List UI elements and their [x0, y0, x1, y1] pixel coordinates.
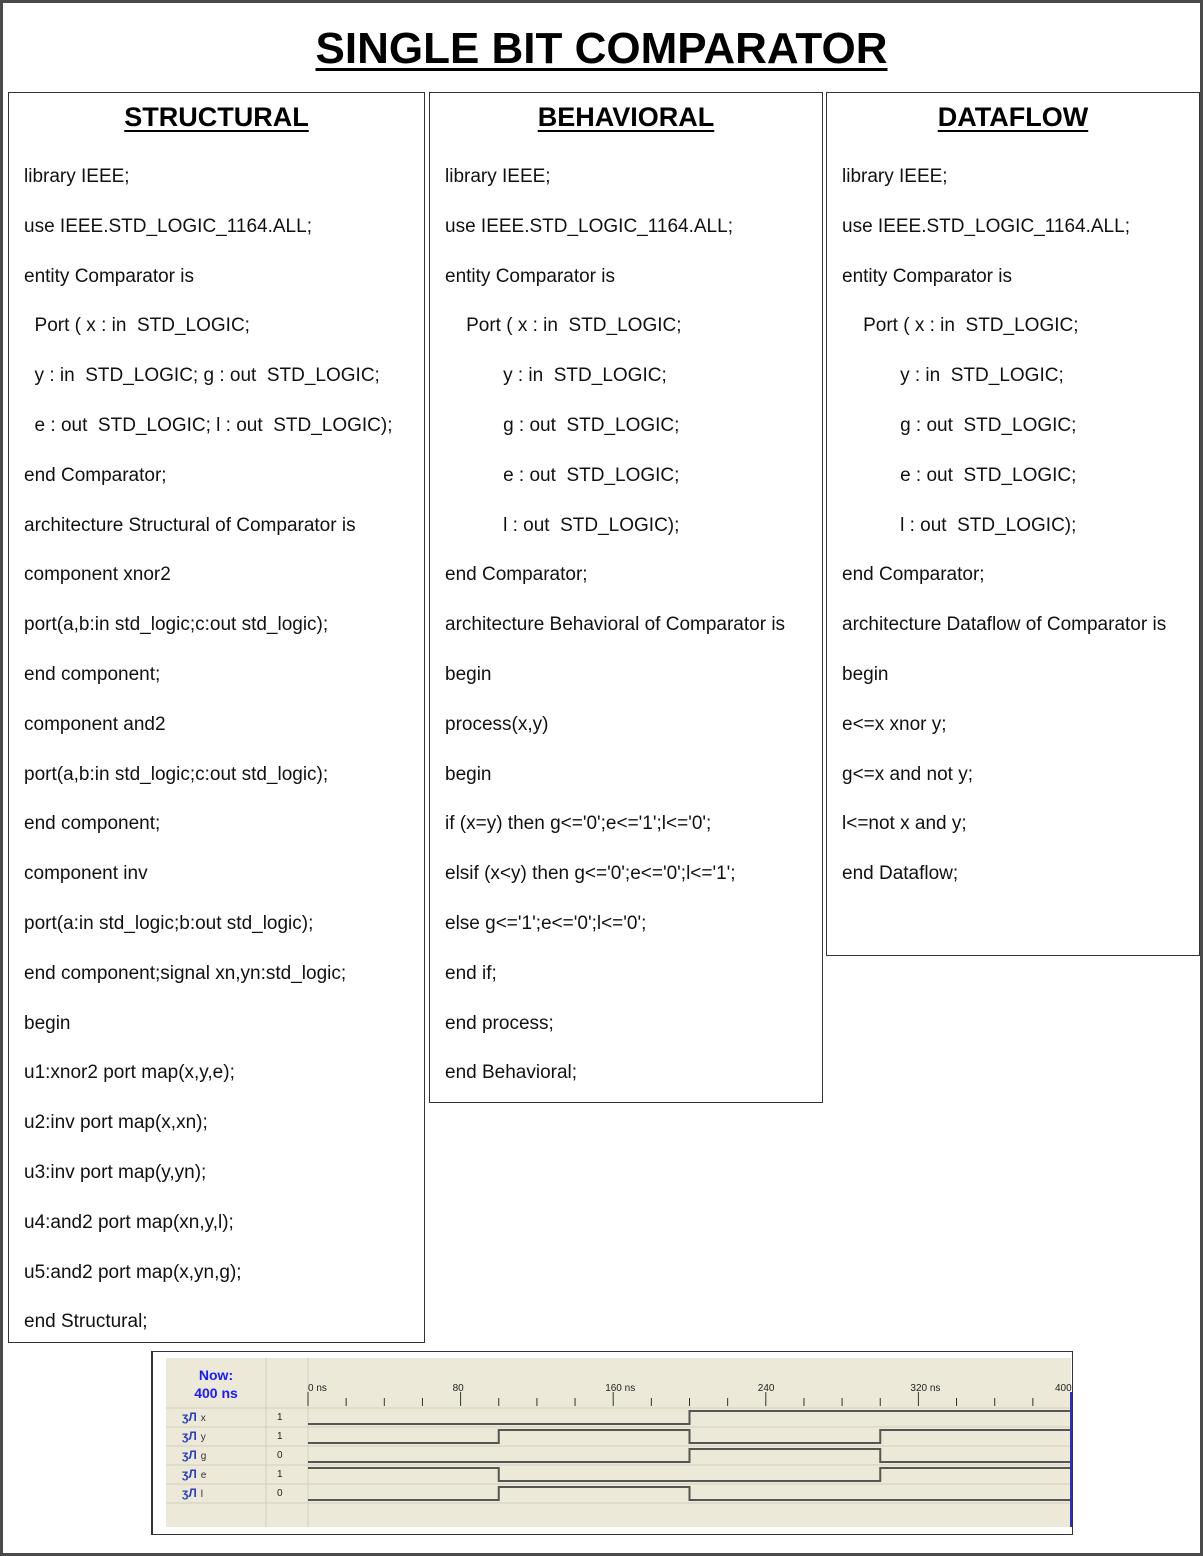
code-line: end Comparator; [24, 464, 167, 486]
time-tick-label: 320 ns [910, 1383, 941, 1394]
code-line: end if; [445, 962, 497, 984]
code-line: elsif (x<y) then g<='0';e<='0';l<='1'; [445, 863, 736, 885]
code-line: end Comparator; [842, 564, 985, 586]
code-line: entity Comparator is [445, 265, 616, 287]
code-line: l : out STD_LOGIC); [445, 514, 680, 536]
time-tick-label: 160 ns [605, 1383, 636, 1394]
code-line: port(a:in std_logic;b:out std_logic); [24, 912, 314, 934]
code-line: u2:inv port map(x,xn); [24, 1112, 208, 1134]
time-tick-label: 240 [757, 1383, 775, 1394]
code-line: entity Comparator is [24, 265, 195, 287]
signal-label: l [200, 1489, 203, 1500]
code-line: begin [842, 663, 889, 685]
code-line: u3:inv port map(y,yn); [24, 1161, 207, 1183]
code-line: component and2 [24, 713, 166, 735]
code-line: u5:and2 port map(x,yn,g); [24, 1261, 242, 1283]
signal-name-x[interactable] [182, 1408, 206, 1427]
code-line: process(x,y) [445, 713, 549, 735]
code-line: end component; [24, 663, 161, 685]
code-line: end Structural; [24, 1311, 148, 1333]
code-line: end Comparator; [445, 564, 588, 586]
code-line: e : out STD_LOGIC; l : out STD_LOGIC); [24, 414, 393, 436]
code-line: begin [445, 763, 492, 785]
code-line: g : out STD_LOGIC; [445, 414, 680, 436]
signal-value-e: 1 [277, 1469, 283, 1480]
code-line: y : in STD_LOGIC; [842, 365, 1064, 387]
signal-name-g[interactable] [182, 1446, 206, 1465]
signal-label: g [200, 1451, 207, 1462]
structural-heading: STRUCTURAL [124, 102, 309, 132]
code-line: end component; [24, 813, 161, 835]
code-line: library IEEE; [445, 166, 551, 187]
code-line: e<=x xnor y; [842, 713, 947, 735]
code-line: end component;signal xn,yn:std_logic; [24, 962, 347, 984]
signal-icon: ʒЛ [182, 1429, 197, 1443]
signal-icon: ʒЛ [182, 1467, 197, 1481]
code-line: use IEEE.STD_LOGIC_1164.ALL; [842, 215, 1130, 237]
signal-icon: ʒЛ [182, 1410, 197, 1424]
now-label: Now: [198, 1367, 234, 1383]
signal-value-x: 1 [277, 1412, 283, 1423]
code-line: port(a,b:in std_logic;c:out std_logic); [24, 614, 329, 636]
code-line: entity Comparator is [842, 265, 1013, 287]
code-line: u1:xnor2 port map(x,y,e); [24, 1062, 235, 1084]
code-line: begin [445, 663, 492, 685]
code-line: port(a,b:in std_logic;c:out std_logic); [24, 763, 329, 785]
code-line: begin [24, 1012, 71, 1034]
code-line: architecture Dataflow of Comparator is [842, 614, 1167, 636]
signal-name-l[interactable] [182, 1484, 203, 1503]
signal-value-g: 0 [277, 1450, 283, 1461]
now-value: 400 ns [194, 1385, 238, 1401]
signal-icon: ʒЛ [182, 1486, 197, 1500]
code-line: e : out STD_LOGIC; [445, 464, 680, 486]
code-line: component inv [24, 863, 148, 885]
code-line: g : out STD_LOGIC; [842, 414, 1077, 436]
code-line: g<=x and not y; [842, 763, 973, 785]
code-line: end process; [445, 1012, 554, 1034]
code-line: architecture Behavioral of Comparator is [445, 614, 786, 636]
signal-name-e[interactable] [182, 1465, 206, 1484]
signal-value-l: 0 [277, 1488, 283, 1499]
code-line: l<=not x and y; [842, 813, 967, 835]
code-line: else g<='1';e<='0';l<='0'; [445, 912, 647, 934]
code-line: if (x=y) then g<='0';e<='1';l<='0'; [445, 813, 712, 835]
signal-value-y: 1 [277, 1431, 283, 1442]
now-indicator [166, 1366, 266, 1402]
code-line: Port ( x : in STD_LOGIC; [842, 315, 1079, 337]
code-line: architecture Structural of Comparator is [24, 514, 356, 536]
code-line: u4:and2 port map(xn,y,l); [24, 1211, 234, 1233]
time-tick-label: 0 ns [308, 1383, 327, 1394]
page-title: SINGLE BIT COMPARATOR [315, 24, 888, 73]
signal-icon: ʒЛ [182, 1448, 197, 1462]
code-line: y : in STD_LOGIC; [445, 365, 667, 387]
code-line: use IEEE.STD_LOGIC_1164.ALL; [24, 215, 312, 237]
signal-label: e [200, 1470, 207, 1481]
signal-label: x [200, 1413, 206, 1424]
signal-label: y [200, 1432, 206, 1443]
code-line: e : out STD_LOGIC; [842, 464, 1077, 486]
code-line: y : in STD_LOGIC; g : out STD_LOGIC; [24, 365, 380, 387]
behavioral-heading: BEHAVIORAL [537, 102, 715, 132]
signal-name-y[interactable] [182, 1427, 206, 1446]
code-line: Port ( x : in STD_LOGIC; [24, 315, 250, 337]
code-line: component xnor2 [24, 564, 171, 586]
code-line: use IEEE.STD_LOGIC_1164.ALL; [445, 215, 733, 237]
time-tick-label: 80 [452, 1383, 464, 1394]
time-tick-label: 400 [1055, 1383, 1072, 1394]
code-line: end Dataflow; [842, 863, 959, 885]
code-line: library IEEE; [842, 166, 948, 187]
code-line: end Behavioral; [445, 1062, 578, 1084]
code-line: Port ( x : in STD_LOGIC; [445, 315, 682, 337]
dataflow-heading: DATAFLOW [937, 102, 1089, 132]
code-line: library IEEE; [24, 166, 130, 187]
code-line: l : out STD_LOGIC); [842, 514, 1077, 536]
